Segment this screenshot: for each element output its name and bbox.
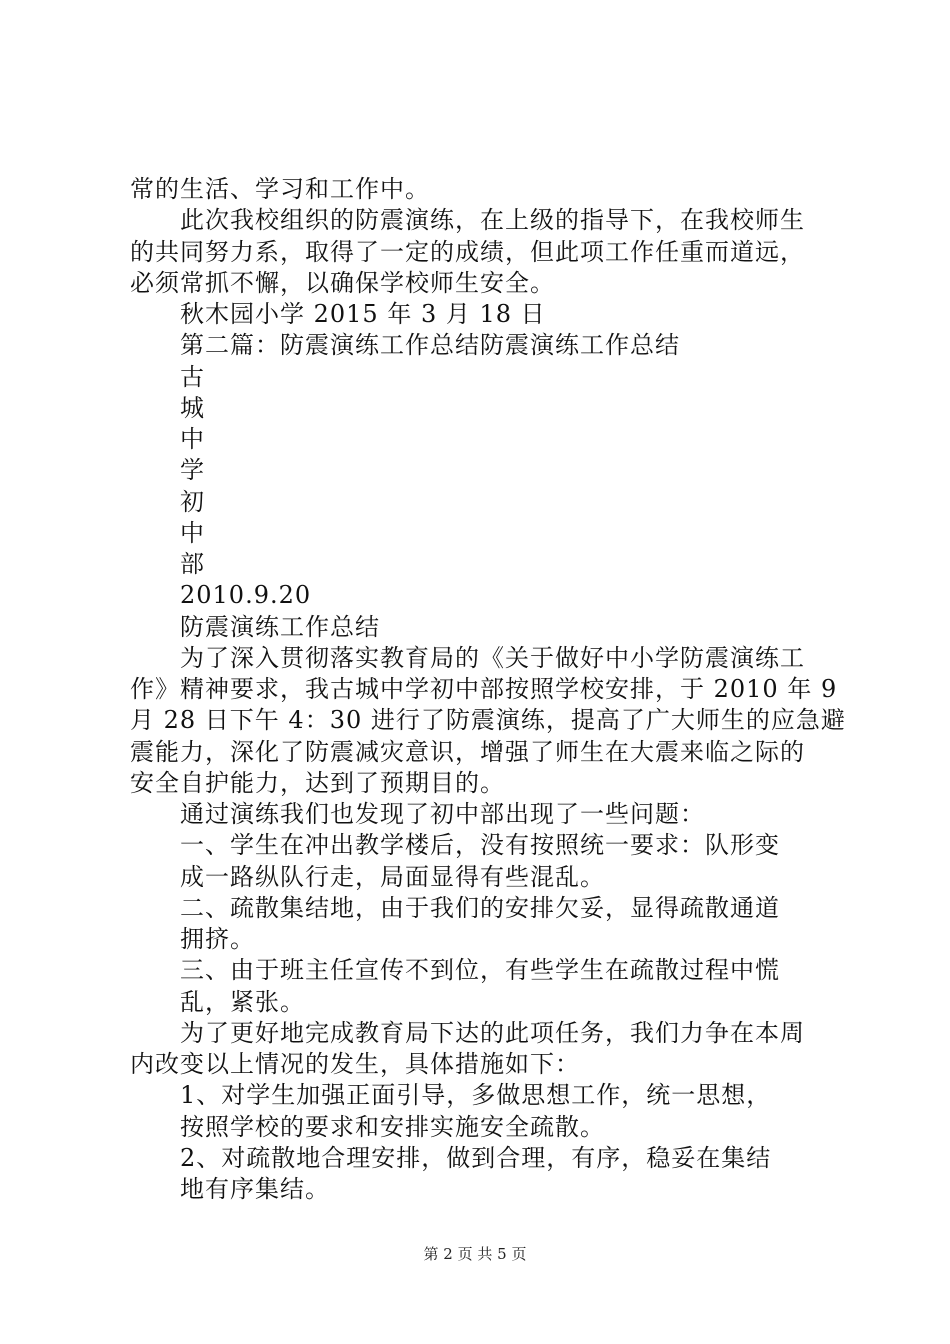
text-line: 月 28 日下午 4：30 进行了防震演练，提高了广大师生的应急避 <box>130 706 846 734</box>
list-item-continuation: 地有序集结。 <box>180 1175 330 1203</box>
list-item: 一、学生在冲出教学楼后，没有按照统一要求：队形变 <box>180 831 780 859</box>
list-item-continuation: 拥挤。 <box>180 925 255 953</box>
text-line: 为了深入贯彻落实教育局的《关于做好中小学防震演练工 <box>180 644 805 672</box>
vertical-char: 古 <box>180 363 205 391</box>
text-line: 秋木园小学 2015 年 3 月 18 日 <box>180 300 546 328</box>
vertical-char: 学 <box>180 456 205 484</box>
text-line: 必须常抓不懈，以确保学校师生安全。 <box>130 269 555 297</box>
text-line: 内改变以上情况的发生，具体措施如下： <box>130 1050 580 1078</box>
text-line: 安全自护能力，达到了预期目的。 <box>130 769 505 797</box>
page-footer: 第 2 页 共 5 页 <box>423 1245 527 1263</box>
vertical-char: 中 <box>180 519 205 547</box>
document-title: 防震演练工作总结 <box>180 613 380 641</box>
list-item-continuation: 乱，紧张。 <box>180 988 305 1016</box>
vertical-char: 部 <box>180 550 205 578</box>
list-item: 2、对疏散地合理安排，做到合理，有序，稳妥在集结 <box>180 1144 772 1172</box>
list-item-continuation: 按照学校的要求和安排实施安全疏散。 <box>180 1113 605 1141</box>
list-item: 二、疏散集结地，由于我们的安排欠妥，显得疏散通道 <box>180 894 780 922</box>
text-line: 的共同努力系，取得了一定的成绩，但此项工作任重而道远， <box>130 238 805 266</box>
vertical-char: 城 <box>180 394 205 422</box>
text-line: 通过演练我们也发现了初中部出现了一些问题： <box>180 800 705 828</box>
section-heading: 第二篇：防震演练工作总结防震演练工作总结 <box>180 331 680 359</box>
vertical-char: 中 <box>180 425 205 453</box>
text-line: 作》精神要求，我古城中学初中部按照学校安排，于 2010 年 9 <box>130 675 838 703</box>
text-line: 常的生活、学习和工作中。 <box>130 175 430 203</box>
text-line: 为了更好地完成教育局下达的此项任务，我们力争在本周 <box>180 1019 805 1047</box>
list-item: 三、由于班主任宣传不到位，有些学生在疏散过程中慌 <box>180 956 780 984</box>
text-line: 此次我校组织的防震演练，在上级的指导下，在我校师生 <box>180 206 805 234</box>
date-line: 2010.9.20 <box>180 581 312 609</box>
list-item: 1、对学生加强正面引导，多做思想工作，统一思想， <box>180 1081 772 1109</box>
text-line: 震能力，深化了防震减灾意识，增强了师生在大震来临之际的 <box>130 738 805 766</box>
vertical-char: 初 <box>180 488 205 516</box>
list-item-continuation: 成一路纵队行走，局面显得有些混乱。 <box>180 863 605 891</box>
